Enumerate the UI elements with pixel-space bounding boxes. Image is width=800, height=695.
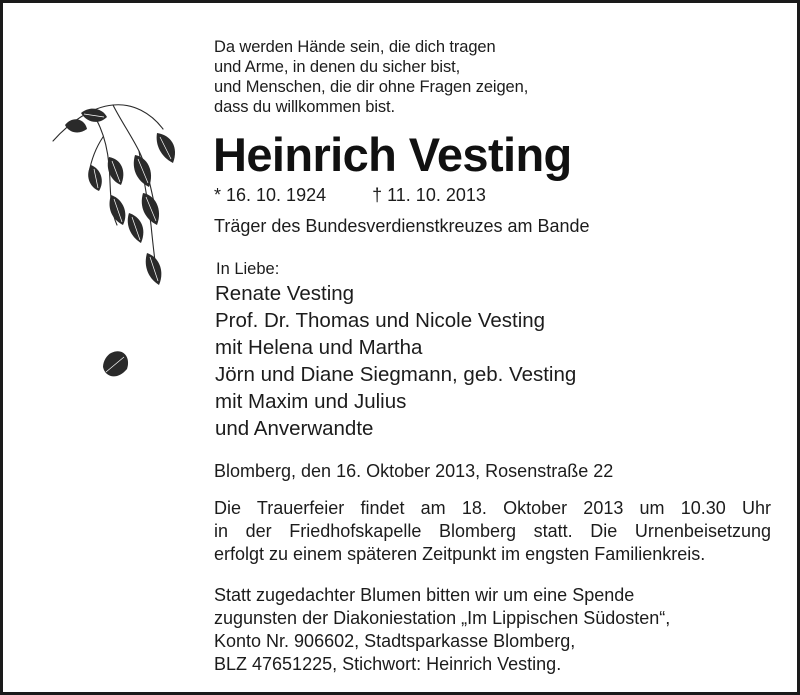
family-member: Jörn und Diane Siegmann, geb. Vesting <box>215 363 577 386</box>
poem-verse <box>214 37 528 117</box>
family-member: mit Maxim und Julius <box>215 390 407 413</box>
family-member: Prof. Dr. Thomas und Nicole Vesting <box>215 309 546 332</box>
poem-line: und Arme, in denen du sicher bist, <box>214 58 461 76</box>
donation-line: BLZ 47651225, Stichwort: Heinrich Vesting. <box>214 654 562 674</box>
family-intro: In Liebe: <box>216 260 280 278</box>
life-dates <box>214 183 486 207</box>
donation-line: Statt zugedachter Blumen bitten wir um eine Spende <box>214 585 635 605</box>
birth-date: * 16. 10. 1924 <box>214 185 327 205</box>
deceased-name: Heinrich Vesting <box>213 128 572 181</box>
family-member: mit Helena und Martha <box>215 336 423 359</box>
death-date: † 11. 10. 2013 <box>372 185 486 205</box>
honor-line: Träger des Bundesverdienstkreuzes am Bande <box>214 216 590 236</box>
poem-line: dass du willkommen bist. <box>214 98 396 116</box>
family-member: und Anverwandte <box>215 417 374 440</box>
family-list <box>215 280 576 442</box>
birch-branch-icon <box>51 95 191 395</box>
funeral-service-info <box>214 497 771 566</box>
donation-line: Konto Nr. 906602, Stadtsparkasse Blomberg, <box>214 631 576 651</box>
service-line: erfolgt zu einem späteren Zeitpunkt im engsten Familienkreis. <box>214 544 706 564</box>
family-member: Renate Vesting <box>215 282 355 305</box>
service-line: Die Trauerfeier findet am 18. Oktober 2013 um 10.30 Uhr <box>214 498 771 518</box>
donation-info <box>214 584 670 676</box>
poem-line: und Menschen, die dir ohne Fragen zeigen, <box>214 78 529 96</box>
place-date-address: Blomberg, den 16. Oktober 2013, Rosenstraße 22 <box>214 461 614 481</box>
service-line: in der Friedhofskapelle Blomberg statt. Die Urnenbeisetzung <box>214 521 771 541</box>
donation-line: zugunsten der Diakoniestation „Im Lippischen Südosten“, <box>214 608 671 628</box>
poem-line: Da werden Hände sein, die dich tragen <box>214 38 496 56</box>
